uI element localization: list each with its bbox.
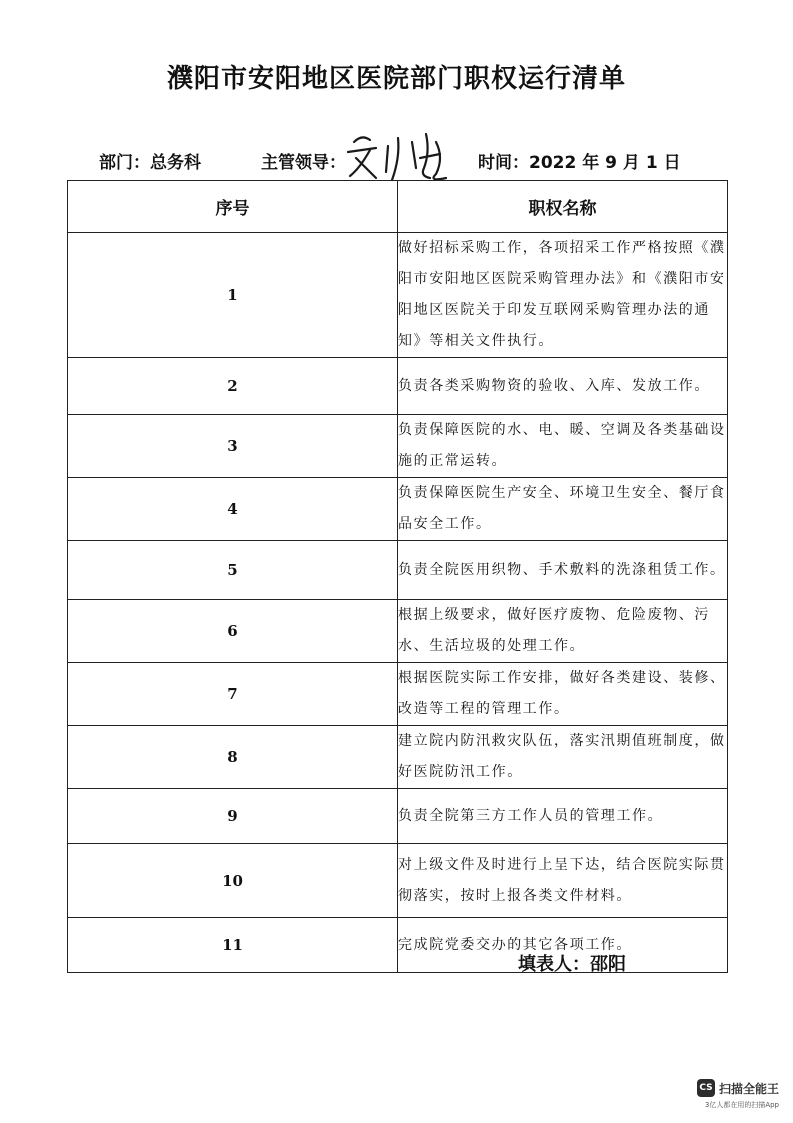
row-text: 负责各类采购物资的验收、入库、发放工作。 — [398, 358, 728, 415]
header-number: 序号 — [68, 181, 398, 233]
row-number: 4 — [68, 478, 398, 541]
row-number: 3 — [68, 415, 398, 478]
row-text: 负责保障医院生产安全、环境卫生安全、餐厅食品安全工作。 — [398, 478, 728, 541]
watermark-app-name: 扫描全能王 — [718, 1081, 779, 1096]
row-text: 根据上级要求，做好医疗废物、危险废物、污水、生活垃圾的处理工作。 — [398, 600, 728, 663]
row-text: 建立院内防汛救灾队伍，落实汛期值班制度，做好医院防汛工作。 — [398, 726, 728, 789]
table-row — [68, 415, 728, 478]
row-number: 8 — [68, 726, 398, 789]
date-label: 时间：2022 年 9 月 1 日 — [478, 153, 681, 173]
row-text: 负责全院第三方工作人员的管理工作。 — [398, 789, 728, 844]
supervisor-label: 主管领导： — [261, 153, 346, 173]
table-row — [68, 663, 728, 726]
row-text: 负责全院医用织物、手术敷料的洗涤租赁工作。 — [398, 541, 728, 600]
row-number: 5 — [68, 541, 398, 600]
table-row — [68, 478, 728, 541]
filled-by-label: 填表人：邵阳 — [518, 954, 626, 975]
table-row — [68, 918, 728, 973]
row-number: 1 — [68, 233, 398, 358]
department-label: 部门：总务科 — [99, 153, 201, 173]
row-number: 2 — [68, 358, 398, 415]
table-header-row — [68, 181, 728, 233]
row-text: 做好招标采购工作，各项招采工作严格按照《濮阳市安阳地区医院采购管理办法》和《濮阳市安阳地区医院关于印发互联网采购管理办法的通知》等相关文件执行。 — [398, 233, 728, 358]
row-text: 完成院党委交办的其它各项工作。 — [398, 918, 728, 973]
row-number: 6 — [68, 600, 398, 663]
row-number: 10 — [68, 844, 398, 918]
table-row — [68, 541, 728, 600]
table-row — [68, 789, 728, 844]
header-duty-name: 职权名称 — [398, 181, 728, 233]
watermark-tagline: 3亿人都在用的扫描App — [704, 1101, 779, 1109]
table-row — [68, 726, 728, 789]
table-row — [68, 233, 728, 358]
row-number: 11 — [68, 918, 398, 973]
row-text: 负责保障医院的水、电、暖、空调及各类基础设施的正常运转。 — [398, 415, 728, 478]
duties-table — [67, 180, 728, 973]
camscanner-logo-icon: CS — [697, 1079, 715, 1097]
table-row — [68, 600, 728, 663]
row-text: 对上级文件及时进行上呈下达，结合医院实际贯彻落实，按时上报各类文件材料。 — [398, 844, 728, 918]
table-row — [68, 358, 728, 415]
table-row — [68, 844, 728, 918]
page-title: 濮阳市安阳地区医院部门职权运行清单 — [166, 64, 626, 94]
row-text: 根据医院实际工作安排，做好各类建设、装修、改造等工程的管理工作。 — [398, 663, 728, 726]
row-number: 9 — [68, 789, 398, 844]
handwritten-signature — [340, 128, 460, 188]
scanner-watermark — [697, 1079, 779, 1110]
row-number: 7 — [68, 663, 398, 726]
